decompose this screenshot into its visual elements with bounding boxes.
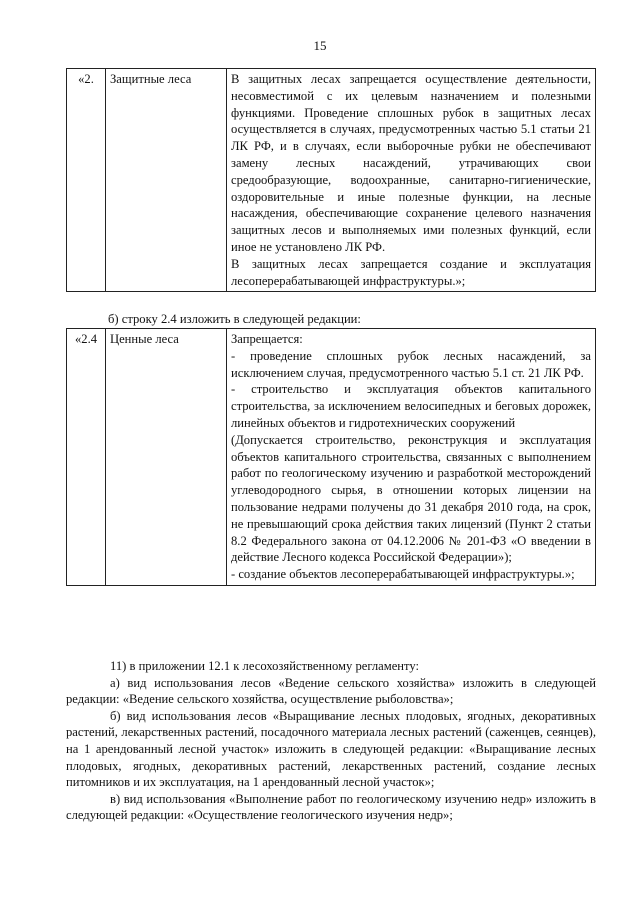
forest-category-cell: Ценные леса [106, 329, 227, 586]
amendment-paragraphs [66, 658, 596, 824]
restriction-text: В защитных лесах запрещается создание и эксплуатация лесоперерабатывающей инфраструктуры.»; [231, 256, 591, 288]
row-number-cell: «2. [67, 69, 106, 292]
paragraph: 11) в приложении 12.1 к лесохозяйственному регламенту: [110, 659, 419, 673]
restriction-text: - строительство и эксплуатация объектов капитального строительства, за исключением велосипедных и беговых дорожек, линейных объектов и гидротехнических сооружений [231, 382, 591, 430]
paragraph: б) вид использования лесов «Выращивание лесных плодовых, ягодных, декоративных растений, лекарственных растений, посадочного материала лесных растений (саженцев, сеянцев), на 1 арендованный лесной участок» изложить в следующей редакции: «Выращивание лесных плодовых, ягодных, декоративных растений, лекарственных растений, создание лесных питомников и их эксплуатация, на 1 арендованный лесной участок»; [66, 708, 596, 790]
page-number: 15 [313, 38, 327, 53]
row-number-cell: «2.4 [67, 329, 106, 586]
regulation-table-row-2-4 [66, 328, 596, 586]
restriction-text: В защитных лесах запрещается осуществление деятельности, несовместимой с их целевым назначением и полезными функциями. Проведение сплошных рубок в защитных лесах осуществляется в случаях, предусмотренных частью 5.1 статьи 21 ЛК РФ, и в случаях, если выборочные рубки не обеспечивают замену лесных насаждений, утрачивающих свои средообразующие, водоохранные, санитарно-гигиенические, оздоровительные и иные полезные функции, на лесные насаждения, обеспечивающие сохранение целевого назначения защитных лесов и выполняемых ими полезных функций, если иное не установлено ЛК РФ. [231, 72, 591, 254]
table-row [67, 69, 596, 292]
restrictions-cell [227, 69, 596, 292]
restriction-text: (Допускается строительство, реконструкция и эксплуатация объектов капитального строительства, связанных с выполнением работ по геологическому изучению и разработкой месторождений углеводородного сырья, в отношении которых лицензии на пользование недрами получены до 31 декабря 2010 года, на срок, не превышающий срока действия таких лицензий (Пункт 2 статьи 8.2 Федерального закона от 04.12.2006 № 201-ФЗ «О введении в действие Лесного кодекса Российской Федерации»); [231, 432, 591, 565]
paragraph: в) вид использования «Выполнение работ по геологическому изучению недр» изложить в следующей редакции: «Осуществление геологического изучения недр»; [66, 791, 596, 823]
amendment-caption: б) строку 2.4 изложить в следующей редакции: [108, 312, 361, 326]
table-row [67, 329, 596, 586]
forest-category-cell: Защитные леса [106, 69, 227, 292]
paragraph: а) вид использования лесов «Ведение сельского хозяйства» изложить в следующей редакции: «Ведение сельского хозяйства, осуществление рыболовства»; [66, 675, 596, 707]
restriction-text: - создание объектов лесоперерабатывающей инфраструктуры.»; [231, 567, 575, 582]
restrictions-cell [227, 329, 596, 586]
restriction-text: - проведение сплошных рубок лесных насаждений, за исключением случая, предусмотренного частью 5.1 ст. 21 ЛК РФ. [231, 348, 591, 380]
restriction-text: Запрещается: [231, 332, 303, 346]
regulation-table-row-2 [66, 68, 596, 292]
